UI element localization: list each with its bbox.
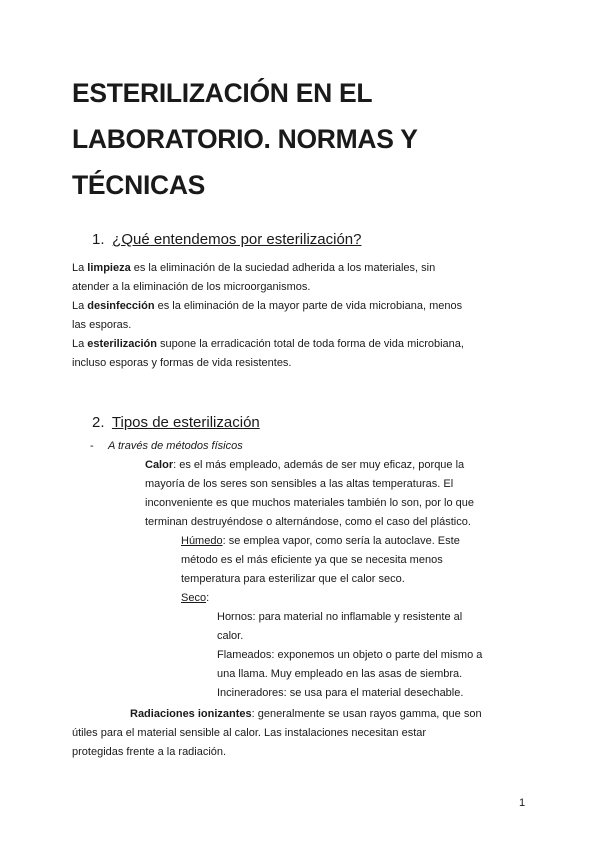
text-run: es la eliminación de la suciedad adherida a los materiales, sin bbox=[130, 262, 436, 274]
paragraph-calor bbox=[145, 456, 474, 532]
paragraph-line: inconveniente es que muchos materiales también lo son, por lo que bbox=[145, 497, 474, 509]
underlined-term: Húmedo bbox=[181, 535, 223, 547]
paragraph-hornos bbox=[217, 608, 462, 646]
section-title: ¿Qué entendemos por esterilización? bbox=[112, 231, 362, 248]
paragraph-line bbox=[181, 532, 460, 551]
text-run: : generalmente se usan rayos gamma, que son bbox=[251, 708, 482, 720]
section-title: Tipos de esterilización bbox=[111, 414, 260, 431]
paragraph-line bbox=[72, 297, 462, 316]
section-number: 1. bbox=[92, 231, 105, 248]
paragraph-line: Incineradores: se usa para el material desechable. bbox=[217, 687, 464, 699]
title-line: TÉCNICAS bbox=[72, 170, 206, 200]
bold-term: desinfección bbox=[87, 300, 155, 312]
bold-term: Calor bbox=[145, 459, 174, 471]
text-run: : es el más empleado, además de ser muy eficaz, porque la bbox=[173, 459, 465, 471]
paragraph-flameados bbox=[217, 646, 482, 684]
list-item-text: A través de métodos físicos bbox=[108, 440, 243, 452]
paragraph-line bbox=[145, 456, 474, 475]
paragraph-limpieza bbox=[72, 259, 435, 297]
page-number: 1 bbox=[519, 797, 526, 809]
paragraph-line: temperatura para esterilizar que el calor seco. bbox=[181, 573, 405, 585]
title-line: LABORATORIO. NORMAS Y bbox=[72, 124, 418, 154]
underlined-term: Seco bbox=[181, 592, 207, 604]
bold-term: esterilización bbox=[87, 338, 157, 350]
paragraph-line: terminan destruyéndose o alternándose, como el caso del plástico. bbox=[145, 516, 471, 528]
paragraph-line bbox=[72, 335, 464, 354]
paragraph-line: Flameados: exponemos un objeto o parte del mismo a bbox=[217, 649, 483, 661]
bold-term: Radiaciones ionizantes bbox=[130, 708, 252, 720]
paragraph-line: las esporas. bbox=[72, 319, 132, 331]
paragraph-line: mayoría de los seres son sensibles a las altas temperaturas. El bbox=[145, 478, 454, 490]
paragraph-incineradores bbox=[217, 684, 463, 703]
section-2-heading bbox=[92, 413, 260, 433]
paragraph-line: incluso esporas y formas de vida resistentes. bbox=[72, 357, 292, 369]
paragraph-esterilizacion bbox=[72, 335, 464, 373]
text-run: : se emplea vapor, como sería la autoclave. Este bbox=[222, 535, 460, 547]
bullet-dash: - bbox=[90, 440, 94, 452]
paragraph-line: método es el más eficiente ya que se necesita menos bbox=[181, 554, 443, 566]
bold-term: limpieza bbox=[87, 262, 131, 274]
text-run: : bbox=[206, 592, 210, 604]
text-run: La bbox=[72, 300, 88, 312]
paragraph-seco bbox=[181, 589, 209, 608]
paragraph-line: Hornos: para material no inflamable y resistente al bbox=[217, 611, 463, 623]
paragraph-desinfeccion bbox=[72, 297, 462, 335]
paragraph-line: atender a la eliminación de los microorganismos. bbox=[72, 281, 311, 293]
paragraph-line bbox=[72, 259, 435, 278]
text-run: La bbox=[72, 262, 88, 274]
text-run: supone la erradicación total de toda forma de vida microbiana, bbox=[157, 338, 464, 350]
title-line: ESTERILIZACIÓN EN EL bbox=[72, 78, 373, 108]
list-item-metodos-fisicos bbox=[90, 437, 243, 456]
text-run: es la eliminación de la mayor parte de vida microbiana, menos bbox=[154, 300, 463, 312]
document-title bbox=[72, 70, 542, 208]
paragraph-line: calor. bbox=[217, 630, 244, 642]
paragraph-line: protegidas frente a la radiación. bbox=[72, 746, 227, 758]
section-number: 2. bbox=[92, 414, 105, 431]
paragraph-line bbox=[72, 705, 482, 724]
section-1-heading bbox=[92, 230, 361, 250]
paragraph-radiaciones bbox=[72, 705, 482, 762]
paragraph-line: útiles para el material sensible al calor. Las instalaciones necesitan estar bbox=[72, 727, 427, 739]
paragraph-line: una llama. Muy empleado en las asas de siembra. bbox=[217, 668, 463, 680]
text-run: La bbox=[72, 338, 88, 350]
paragraph-humedo bbox=[181, 532, 460, 589]
